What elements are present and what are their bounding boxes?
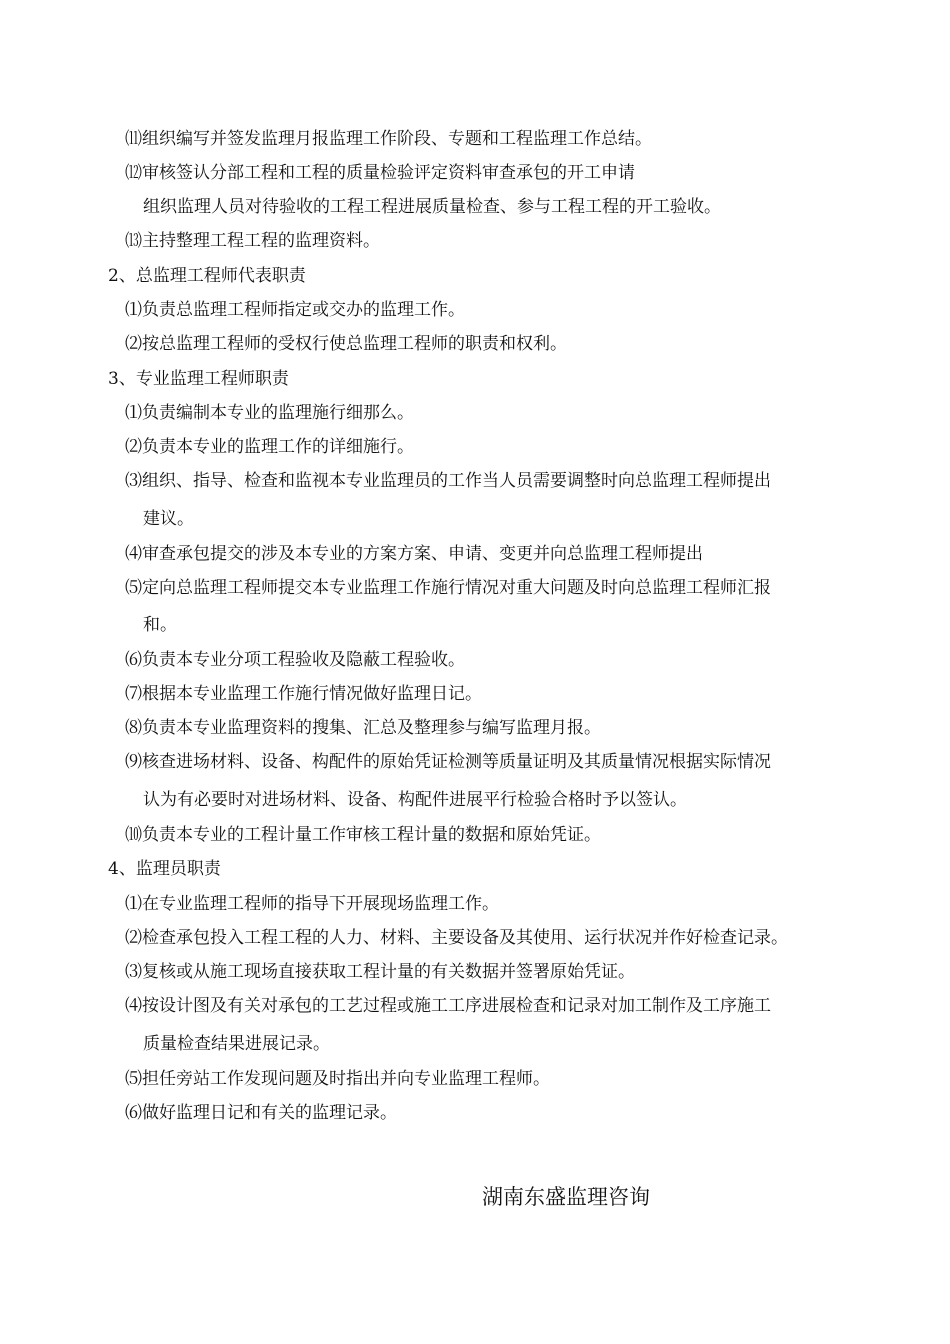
text-line: 认为有必要时对进场材料、设备、构配件进展平行检验合格时予以签认。 — [143, 790, 687, 810]
text-line: ⑷按设计图及有关对承包的工艺过程或施工工序进展检查和记录对加工制作及工序施工 — [125, 996, 771, 1016]
text-line: ⑸担任旁站工作发现问题及时指出并向专业监理工程师。 — [125, 1069, 550, 1089]
company-signature: 湖南东盛监理咨询 — [482, 1185, 650, 1209]
text-line: 组织监理人员对待验收的工程工程进展质量检查、参与工程工程的开工验收。 — [143, 197, 721, 217]
section-heading: 3、专业监理工程师职责 — [108, 369, 289, 389]
text-line: ⒀主持整理工程工程的监理资料。 — [125, 231, 380, 251]
text-line: ⑸定向总监理工程师提交本专业监理工作施行情况对重大问题及时向总监理工程师汇报 — [125, 578, 771, 598]
text-line: ⑾组织编写并签发监理月报监理工作阶段、专题和工程监理工作总结。 — [125, 129, 652, 149]
text-line: ⑼核查进场材料、设备、构配件的原始凭证检测等质量证明及其质量情况根据实际情况 — [125, 752, 771, 772]
text-line: ⑷审查承包提交的涉及本专业的方案方案、申请、变更并向总监理工程师提出 — [125, 544, 703, 564]
section-heading: 4、监理员职责 — [108, 859, 221, 879]
text-line: ⑵负责本专业的监理工作的详细施行。 — [125, 437, 414, 457]
text-line: ⑴在专业监理工程师的指导下开展现场监理工作。 — [125, 894, 499, 914]
section-heading: 2、总监理工程师代表职责 — [108, 266, 306, 286]
text-line: 和。 — [143, 615, 177, 635]
text-line: ⑵按总监理工程师的受权行使总监理工程师的职责和权利。 — [125, 334, 567, 354]
text-line: ⑹负责本专业分项工程验收及隐蔽工程验收。 — [125, 650, 465, 670]
text-line: ⑴负责编制本专业的监理施行细那么。 — [125, 403, 414, 423]
text-line: 质量检查结果进展记录。 — [143, 1034, 330, 1054]
text-line: ⑺根据本专业监理工作施行情况做好监理日记。 — [125, 684, 482, 704]
text-line: 建议。 — [143, 509, 194, 529]
text-line: ⑽负责本专业的工程计量工作审核工程计量的数据和原始凭证。 — [125, 825, 601, 845]
text-line: ⑴负责总监理工程师指定或交办的监理工作。 — [125, 300, 465, 320]
text-line: ⑹做好监理日记和有关的监理记录。 — [125, 1103, 397, 1123]
text-line: ⑶组织、指导、检查和监视本专业监理员的工作当人员需要调整时向总监理工程师提出 — [125, 471, 771, 491]
text-line: ⑵检查承包投入工程工程的人力、材料、主要设备及其使用、运行状况并作好检查记录。 — [125, 928, 788, 948]
text-line: ⑿审核签认分部工程和工程的质量检验评定资料审查承包的开工申请 — [125, 163, 635, 183]
text-line: ⑶复核或从施工现场直接获取工程计量的有关数据并签署原始凭证。 — [125, 962, 635, 982]
text-line: ⑻负责本专业监理资料的搜集、汇总及整理参与编写监理月报。 — [125, 718, 601, 738]
